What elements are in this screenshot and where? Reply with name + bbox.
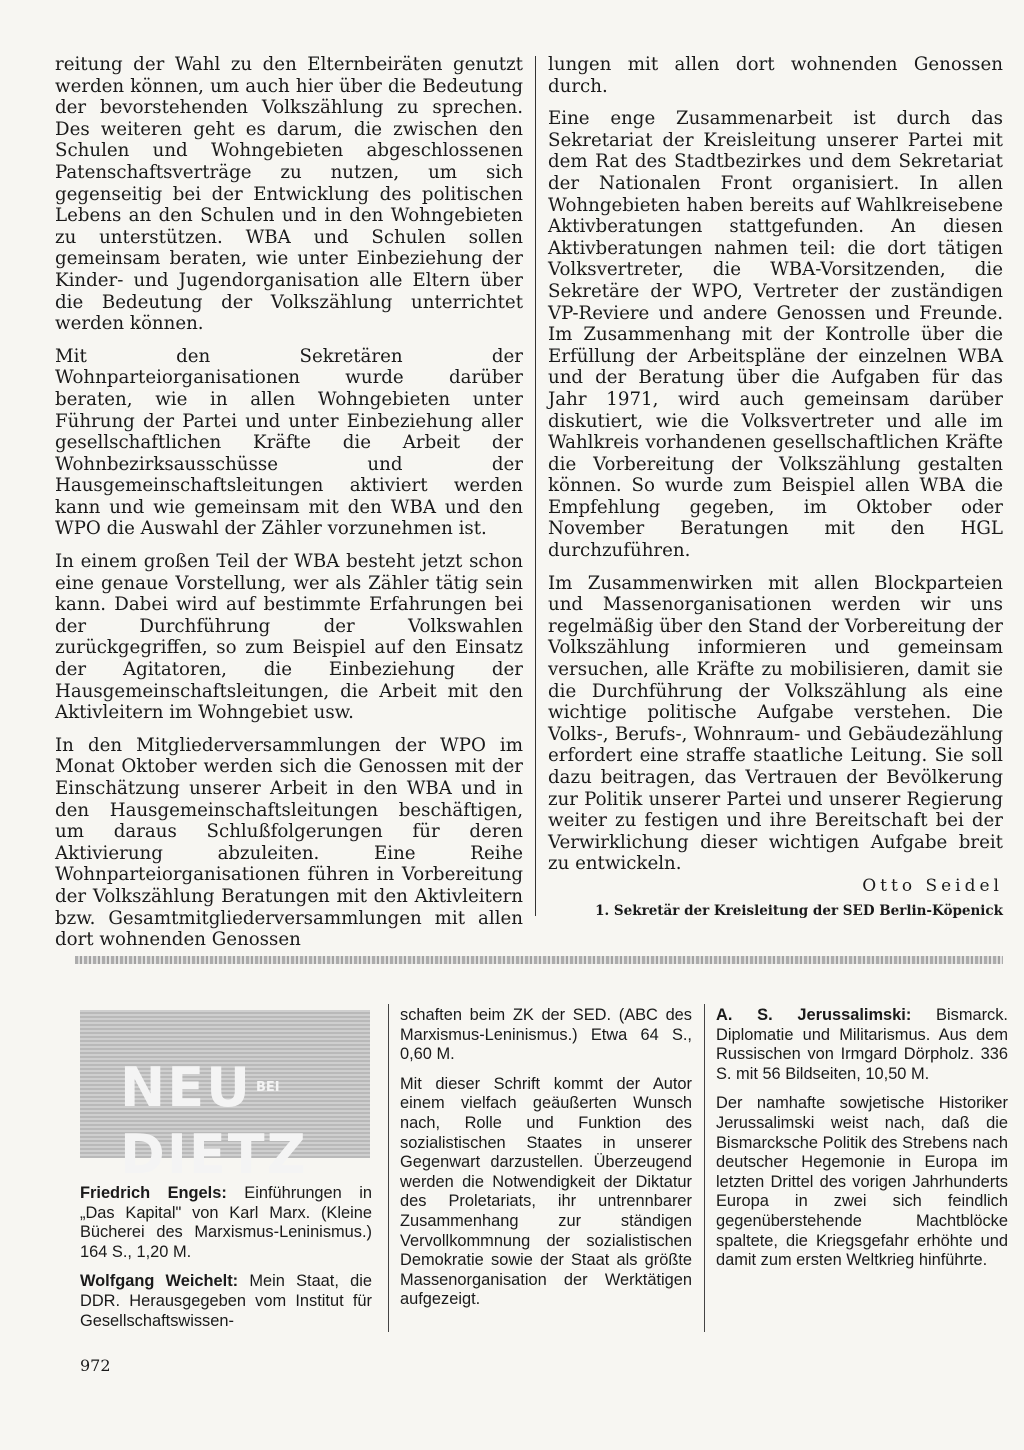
continued-word: durch. — [548, 75, 608, 97]
book-author: A. S. Jerussalimski: — [716, 1006, 912, 1024]
publisher-logo — [80, 1010, 370, 1186]
section-divider — [75, 956, 1003, 964]
column-rule — [535, 56, 536, 916]
book-entry — [716, 1006, 1008, 1084]
paragraph: In einem großen Teil der WBA besteht jetzt schon eine genaue Vorstellung, wer als Zähler tätig sein kann. Dabei wird auf bestimmte Erfahrungen bei der Durchführung der Volkswahlen zurückgegriffen, so zum Beispiel auf den Einsatz der Agitatoren, die Einbeziehung der Hausgemeinschaftsleitungen, die Arbeit mit den Aktivleitern im Wohngebiet usw. — [55, 551, 523, 724]
paragraph — [548, 54, 1003, 97]
column-rule — [704, 1004, 705, 1332]
continued-line: lungen mit allen dort wohnenden Genossen — [548, 54, 1003, 75]
article-column-left — [55, 54, 523, 951]
book-author: Friedrich Engels: — [80, 1184, 227, 1202]
article-column-right — [548, 54, 1003, 886]
author-signature: Otto Seidel — [862, 876, 1003, 896]
book-description: Mein Staat, die DDR. Herausgegeben vom Institut für Gesellschaftswissen- — [80, 1272, 372, 1330]
book-author: Wolfgang Weichelt: — [80, 1272, 239, 1291]
book-entry-continued: schaften beim ZK der SED. (ABC des Marxismus-Leninismus.) Etwa 64 S., 0,60 M. — [400, 1006, 692, 1064]
book-review: Mit dieser Schrift kommt der Autor einem vielfach geäußerten Wunsch nach, Rolle und Funktion des sozialistischen Staates in unserer Gegenwart darzustellen. Überzeugend werden die Notwendigkeit der Diktatur des Proletariats, ihr untrennbarer Zusammenhang zur ständigen Vervollkommnung der sozialistischen Demokratie sowie der Staat als größte Massenorganisation der Werktätigen aufgezeigt. — [400, 1074, 692, 1309]
book-column-3 — [716, 1006, 1008, 1281]
paragraph: In den Mitgliederversammlungen der WPO im Monat Oktober werden sich die Genossen mit der Einschätzung unserer Arbeit in den WBA und in den Hausgemeinschaftsleitungen beschäftigen, um daraus Schlußfolgerungen für deren Aktivierung abzuleiten. Eine Reihe Wohnparteiorganisationen führen in Vorbereitung der Volkszählung Beratungen mit den Aktivleitern bzw. Gesamtmitgliederversammlungen mit allen dort wohnenden Genossen — [55, 734, 523, 951]
page-number: 972 — [80, 1356, 111, 1375]
book-column-2 — [400, 1006, 692, 1320]
book-description: Bismarck. Diplomatie und Militarismus. Aus dem Russischen von Irmgard Dörpholz. 336 S. mit 56 Bildseiten, 10,50 M. — [716, 1006, 1008, 1083]
author-title: 1. Sekretär der Kreisleitung der SED Berlin-Köpenick — [595, 903, 1003, 919]
column-rule — [388, 1004, 389, 1332]
paragraph: Mit den Sekretären der Wohnparteiorganisationen wurde darüber beraten, wie in allen Wohngebieten unter Führung der Partei und unter Einbeziehung aller gesellschaftlichen Kräfte die Arbeit der Wohnbezirksausschüsse und der Hausgemeinschaftsleitungen aktiviert werden kann und wie gemeinsam mit den WBA und den WPO die Auswahl der Zähler vorzunehmen ist. — [55, 345, 523, 540]
paragraph: reitung der Wahl zu den Elternbeiräten genutzt werden können, um auch hier über die Bedeutung der bevorstehenden Volkszählung zu sprechen. Des weiteren geht es darum, die zwischen den Schulen und Wohngebieten abgeschlossenen Patenschaftsverträge zu nutzen, um sich gegenseitig bei der Entwicklung des politischen Lebens an den Schulen und in den Wohngebieten zu unterstützen. WBA und Schulen sollen gemeinsam beraten, wie unter Einbeziehung der Kinder- und Jugendorganisation alle Eltern über die Bedeutung der Volkszählung unterrichtet werden können. — [55, 54, 523, 335]
logo-wordmark: NEU BEIDIETZ — [120, 1055, 308, 1186]
paragraph: Im Zusammenwirken mit allen Blockparteien und Massenorganisationen werden wir uns regelmäßig über den Stand der Vorbereitung der Volkszählung informieren und gemeinsam versuchen, alle Kräfte zu mobilisieren, damit sie die Durchführung der Volkszählung als eine wichtige politische Aufgabe verstehen. Die Volks-, Berufs-, Wohnraum- und Gebäudezählung erfordert eine straffe staatliche Leitung. Sie soll dazu beitragen, das Vertrauen der Bevölkerung zur Politik unserer Partei und unserer Regierung weiter zu festigen und ihre Bereitschaft bei der Verwirklichung dieser wichtigen Aufgabe breit zu entwickeln. — [548, 572, 1003, 875]
book-description: Einführungen in „Das Kapital" von Karl Marx. (Kleine Bücherei des Marxismus-Leninismus.) 164 S., 1,20 M. — [80, 1184, 372, 1261]
book-column-1 — [80, 1184, 372, 1341]
book-review: Der namhafte sowjetische Historiker Jerussalimski weist nach, daß die Bismarcksche Politik des Strebens nach deutscher Hegemonie in Europa im letzten Drittel des vorigen Jahrhunderts Europa in zwei sich feindlich gegenüberstehende Machtblöcke spaltete, die Kriegsgefahr erhöhte und damit zum ersten Weltkrieg hinführte. — [716, 1094, 1008, 1270]
paragraph: Eine enge Zusammenarbeit ist durch das Sekretariat der Kreisleitung unserer Partei mit dem Rat des Stadtbezirkes und dem Sekretariat der Nationalen Front organisiert. In allen Wohngebieten haben bereits auf Wahlkreisebene Aktivberatungen stattgefunden. An diesen Aktivberatungen nahmen teil: die dort tätigen Volksvertreter, die WBA-Vorsitzenden, die Sekretäre der WPO, Vertreter der zuständigen VP-Reviere und andere Genossen und Freunde. Im Zusammenhang mit der Kontrolle über die Erfüllung der Arbeitspläne der einzelnen WBA und der Beratung über die Aufgaben für das Jahr 1971, wird auch gemeinsam darüber diskutiert, wie die Volksvertreter und alle im Wahlkreis vorhandenen gesellschaftlichen Kräfte die Vorbereitung der Volkszählung gestalten können. So wurde zum Beispiel allen WBA die Empfehlung gegeben, im Oktober oder November Beratungen mit den HGL durchzuführen. — [548, 108, 1003, 562]
book-entry — [80, 1272, 372, 1331]
book-entry — [80, 1184, 372, 1262]
